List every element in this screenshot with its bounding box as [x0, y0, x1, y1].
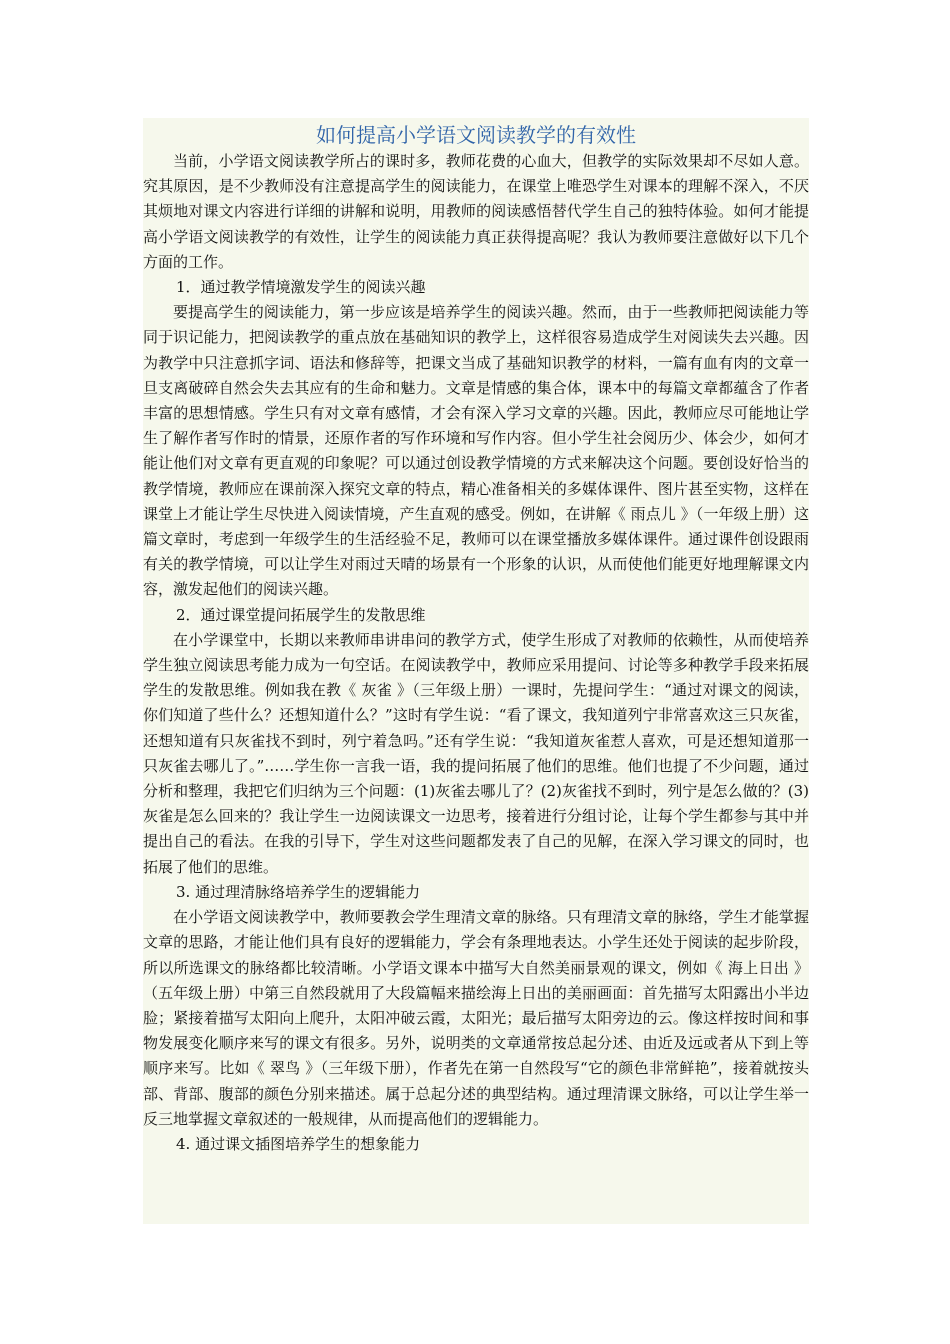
article-body — [143, 118, 809, 1224]
section-2-paragraph: 在小学课堂中，长期以来教师串讲串问的教学方式，使学生形成了对教师的依赖性，从而使培养学生独立阅读思考能力成为一句空话。在阅读教学中，教师应采用提问、讨论等多种教学手段来拓展学生的发散思维。例如我在教《 灰雀 》（三年级上册）一课时，先提问学生：“通过对课文的阅读，你们知道了些什么？还想知道什么？”这时有学生说：“看了课文，我知道列宁非常喜欢这三只灰雀，还想知道有只灰雀找不到时，列宁着急吗。”还有学生说：“我知道灰雀惹人喜欢，可是还想知道那一只灰雀去哪儿了。”……学生你一言我一语，我的提问拓展了他们的思维。他们也提了不少问题，通过分析和整理，我把它们归纳为三个问题：(1)灰雀去哪儿了？(2)灰雀找不到时，列宁是怎么做的？(3)灰雀是怎么回来的？我让学生一边阅读课文一边思考，接着进行分组讨论，让每个学生都参与其中并提出自己的看法。在我的引导下，学生对这些问题都发表了自己的见解，在深入学习课文的同时，也拓展了他们的思维。 — [143, 630, 809, 876]
section-3-paragraph: 在小学语文阅读教学中，教师要教会学生理清文章的脉络。只有理清文章的脉络，学生才能掌握文章的思路，才能让他们具有良好的逻辑能力，学会有条理地表达。小学生还处于阅读的起步阶段，所以所选课文的脉络都比较清晰。小学语文课本中描写大自然美丽景观的课文，例如《 海上日出 》（五年级上册）中第三自然段就用了大段篇幅来描绘海上日出的美丽画面：首先描写太阳露出小半边脸；紧接着描写太阳向上爬升，太阳冲破云霞，太阳光；最后描写太阳旁边的云。像这样按时间和事物发展变化顺序来写的课文有很多。另外，说明类的文章通常按总起分述、由近及远或者从下到上等顺序来写。比如《 翠鸟 》（三年级下册），作者先在第一自然段写“它的颜色非常鲜艳”，接着就按头部、背部、腹部的颜色分别来描述。属于总起分述的典型结构。通过理清课文脉络，可以让学生举一反三地掌握文章叙述的一般规律，从而提高他们的逻辑能力。 — [143, 908, 809, 1128]
section-1-heading: 1．通过教学情境激发学生的阅读兴趣 — [176, 278, 426, 297]
page-title: 如何提高小学语文阅读教学的有效性 — [316, 123, 636, 147]
intro-paragraph: 当前，小学语文阅读教学所占的课时多，教师花费的心血大，但教学的实际效果却不尽如人意。究其原因，是不少教师没有注意提高学生的阅读能力，在课堂上唯恐学生对课本的理解不深入，不厌其烦地对课文内容进行详细的讲解和说明，用教师的阅读感悟替代学生自己的独特体验。如何才能提高小学语文阅读教学的有效性，让学生的阅读能力真正获得提高呢？我认为教师要注意做好以下几个方面的工作。 — [143, 152, 809, 271]
section-1-paragraph: 要提高学生的阅读能力，第一步应该是培养学生的阅读兴趣。然而，由于一些教师把阅读能力等同于识记能力，把阅读教学的重点放在基础知识的教学上，这样很容易造成学生对阅读失去兴趣。因为教学中只注意抓字词、语法和修辞等，把课文当成了基础知识教学的材料，一篇有血有肉的文章一旦支离破碎自然会失去其应有的生命和魅力。文章是情感的集合体，课本中的每篇文章都蕴含了作者丰富的思想情感。学生只有对文章有感情，才会有深入学习文章的兴趣。因此，教师应尽可能地让学生了解作者写作时的情景，还原作者的写作环境和写作内容。但小学生社会阅历少、体会少，如何才能让他们对文章有更直观的印象呢？可以通过创设教学情境的方式来解决这个问题。要创设好恰当的教学情境，教师应在课前深入探究文章的特点，精心准备相关的多媒体课件、图片甚至实物，这样在课堂上才能让学生尽快进入阅读情境，产生直观的感受。例如，在讲解《 雨点儿 》（一年级上册）这篇文章时，考虑到一年级学生的生活经验不足，教师可以在课堂播放多媒体课件。通过课件创设跟雨有关的教学情境，可以让学生对雨过天晴的场景有一个形象的认识，从而使他们能更好地理解课文内容，激发起他们的阅读兴趣。 — [143, 303, 809, 599]
article-text — [143, 149, 809, 1157]
section-2-heading: 2．通过课堂提问拓展学生的发散思维 — [176, 605, 426, 624]
section-3-heading: 3. 通过理清脉络培养学生的逻辑能力 — [176, 882, 421, 901]
section-4-heading: 4. 通过课文插图培养学生的想象能力 — [176, 1134, 421, 1153]
